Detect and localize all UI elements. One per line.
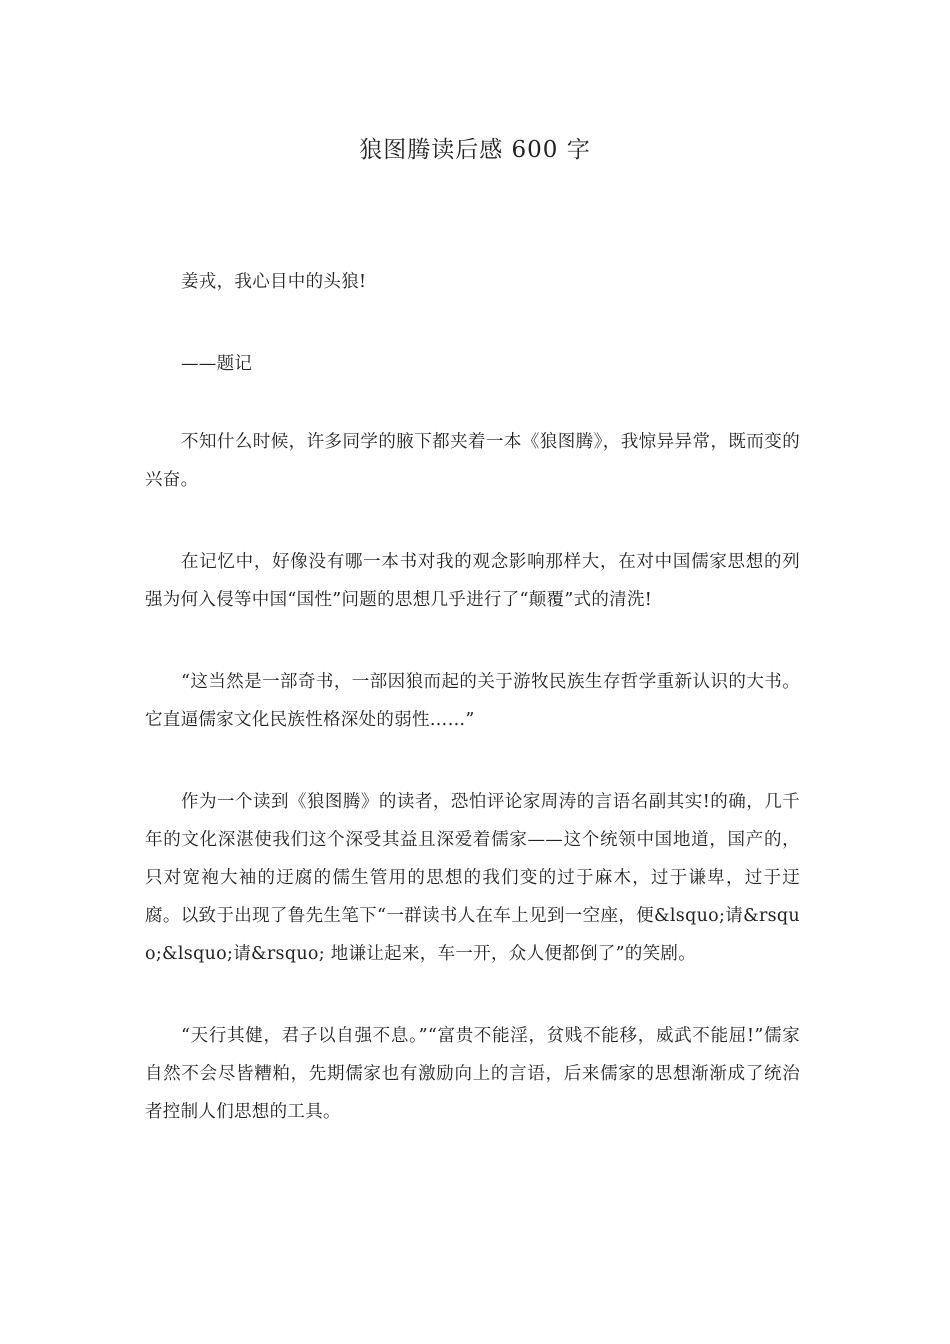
document-title: 狼图腾读后感 600 字: [359, 137, 591, 163]
paragraph: 姜戎，我心目中的头狼!: [181, 272, 367, 292]
paragraph: 作为一个读到《狼图腾》的读者，恐怕评论家周涛的言语名副其实!的确，几千年的文化深湛使我们这个深受其益且深爱着儒家——这个统领中国地道，国产的，只对宽袍大袖的迂腐的儒生管用的思想的我们变的过于麻木，过于谦卑，过于迂腐。以致于出现了鲁先生笔下“一群读书人在车上见到一空座，便&lsquo;请&rsquo;&lsquo;请&rsquo; 地谦让起来，车一开，众人便都倒了”的笑剧。: [145, 792, 800, 964]
paragraph: 不知什么时候，许多同学的腋下都夹着一本《狼图腾》，我惊异异常，既而变的兴奋。: [145, 432, 800, 490]
paragraph: “天行其健，君子以自强不息。”“富贵不能淫，贫贱不能移，威武不能屈!”儒家自然不会尽皆糟粕，先期儒家也有激励向上的言语，后来儒家的思想渐渐成了统治者控制人们思想的工具。: [145, 1026, 800, 1122]
document-body: [145, 263, 800, 1175]
paragraph: “这当然是一部奇书，一部因狼而起的关于游牧民族生存哲学重新认识的大书。它直逼儒家文化民族性格深处的弱性……”: [145, 672, 800, 730]
paragraph: ——题记: [181, 354, 253, 374]
paragraph: 在记忆中，好像没有哪一本书对我的观念影响那样大，在对中国儒家思想的列强为何入侵等中国“国性”问题的思想几乎进行了“颠覆”式的清洗!: [145, 552, 800, 610]
